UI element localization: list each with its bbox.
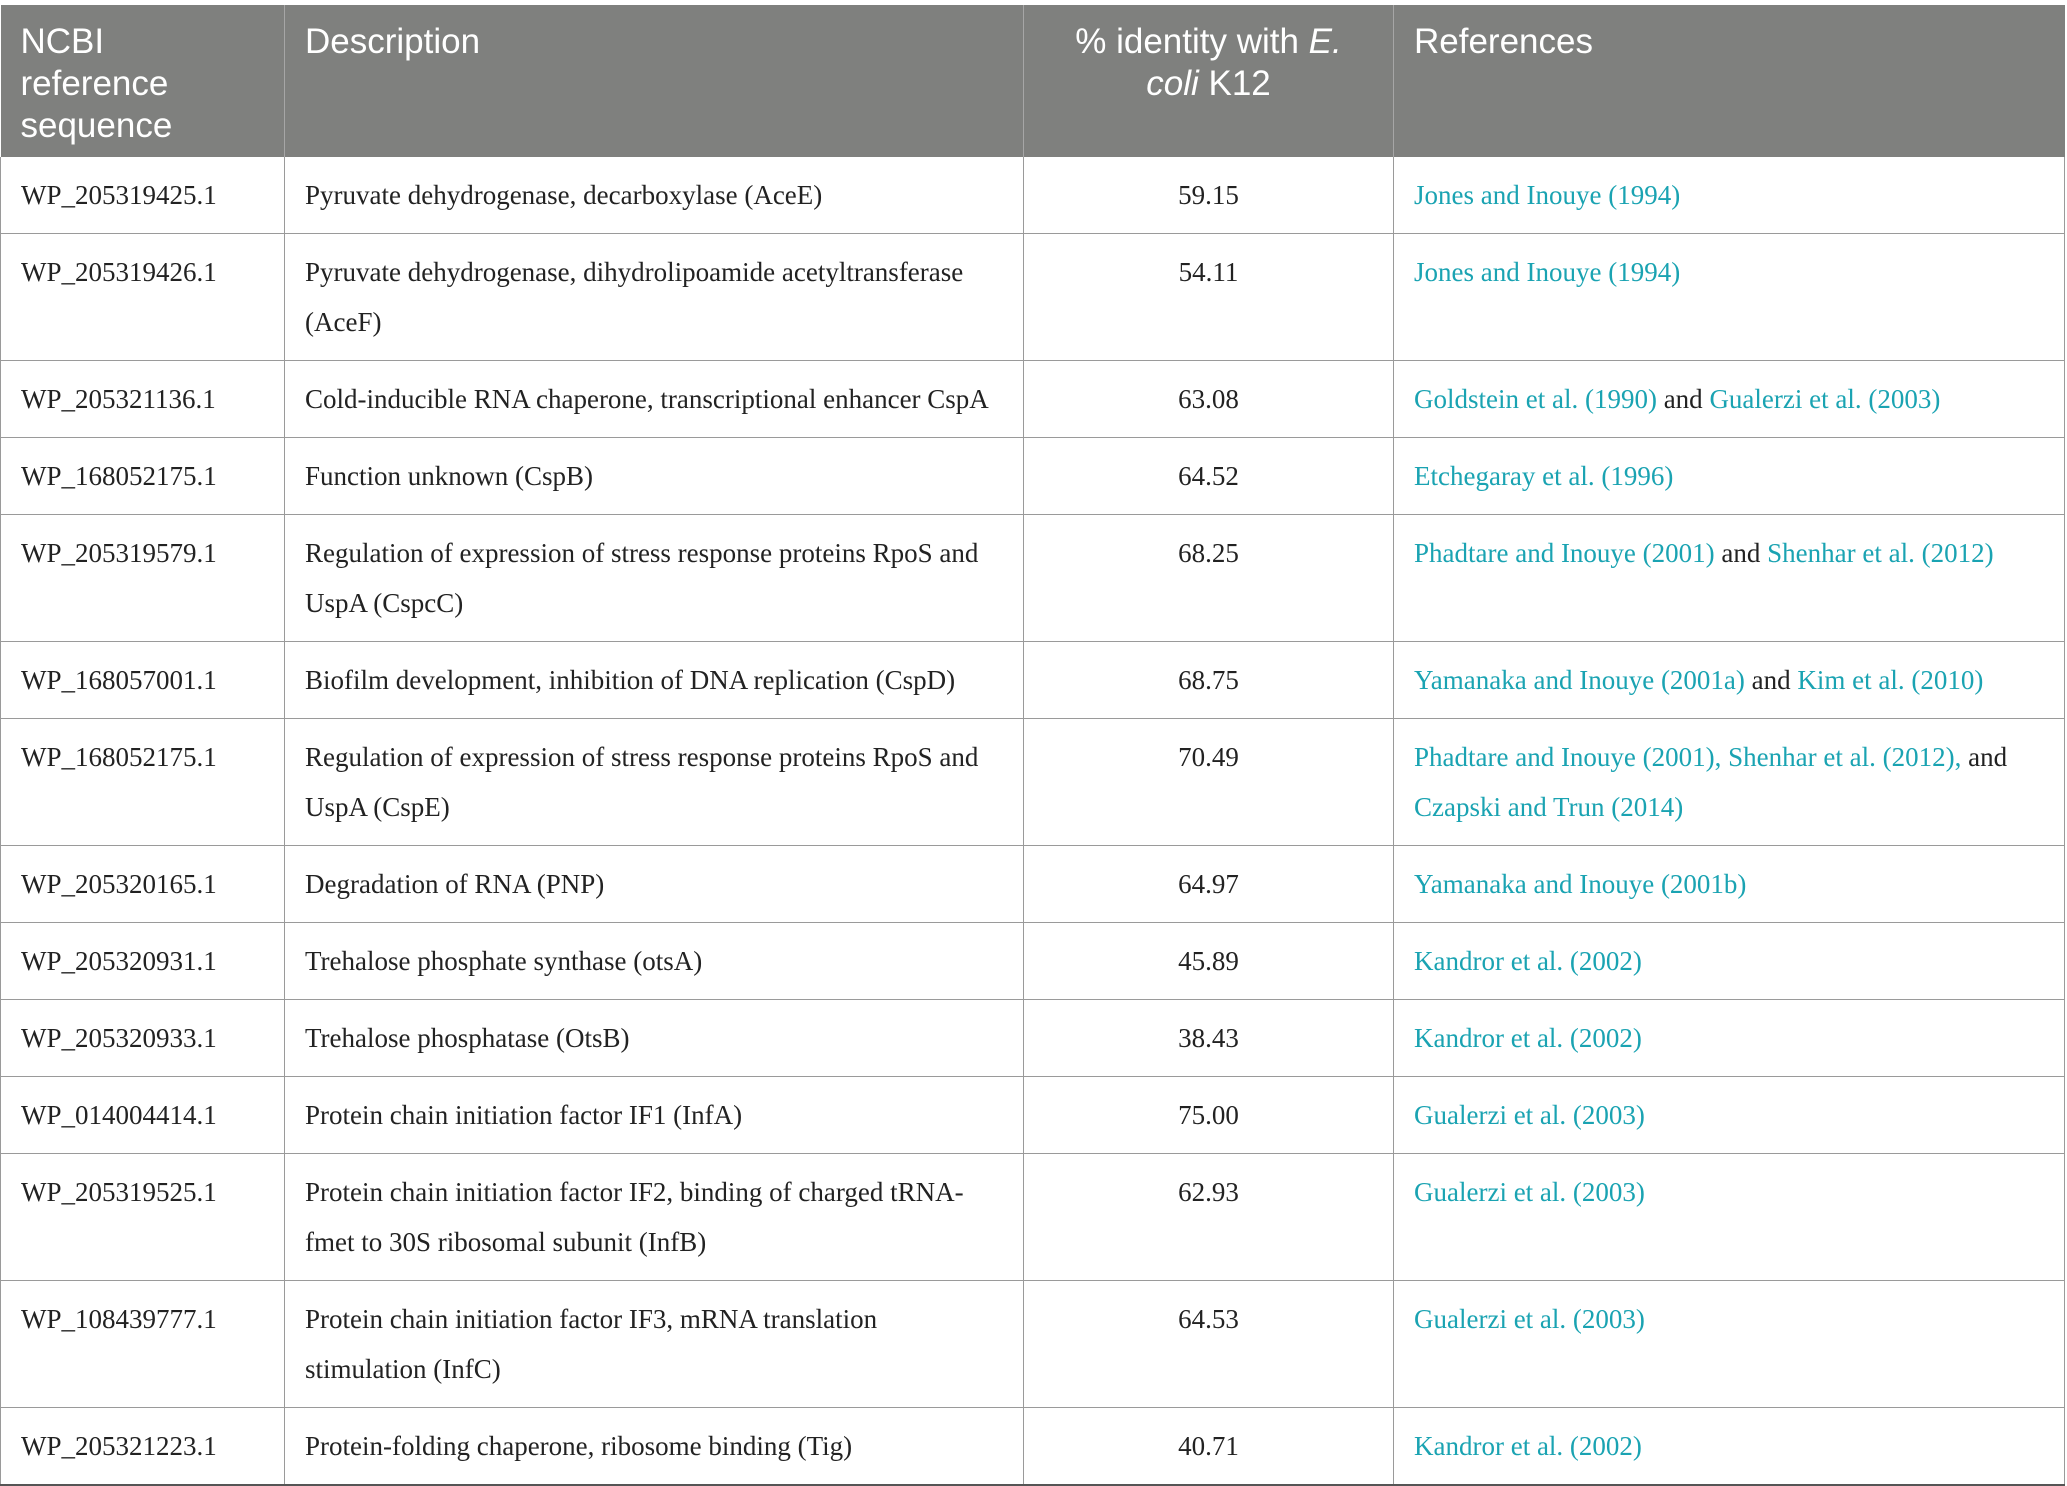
ncbi-id-cell: WP_014004414.1 bbox=[1, 1077, 285, 1154]
description-cell: Trehalose phosphatase (OtsB) bbox=[285, 1000, 1024, 1077]
reference-link[interactable]: Yamanaka and Inouye (2001a) bbox=[1414, 665, 1745, 695]
header-ncbi-reference-sequence: NCBI reference sequence bbox=[1, 5, 285, 157]
table-row bbox=[1, 234, 2065, 361]
ncbi-id-cell: WP_108439777.1 bbox=[1, 1281, 285, 1408]
table-header bbox=[1, 5, 2065, 157]
table-row bbox=[1, 1000, 2065, 1077]
identity-cell: 64.52 bbox=[1024, 438, 1394, 515]
description-cell: Cold-inducible RNA chaperone, transcriptional enhancer CspA bbox=[285, 361, 1024, 438]
identity-cell: 64.53 bbox=[1024, 1281, 1394, 1408]
description-cell: Pyruvate dehydrogenase, decarboxylase (AceE) bbox=[285, 157, 1024, 234]
references-cell bbox=[1394, 515, 2065, 642]
references-cell bbox=[1394, 1000, 2065, 1077]
identity-cell: 54.11 bbox=[1024, 234, 1394, 361]
reference-link[interactable]: Goldstein et al. (1990) bbox=[1414, 384, 1657, 414]
identity-cell: 64.97 bbox=[1024, 846, 1394, 923]
header-percent-identity bbox=[1024, 5, 1394, 157]
description-cell: Regulation of expression of stress response proteins RpoS and UspA (CspcC) bbox=[285, 515, 1024, 642]
description-cell: Biofilm development, inhibition of DNA replication (CspD) bbox=[285, 642, 1024, 719]
table-row bbox=[1, 1154, 2065, 1281]
header-identity-prefix: % identity with bbox=[1075, 22, 1309, 61]
table-row bbox=[1, 1077, 2065, 1154]
identity-cell: 68.25 bbox=[1024, 515, 1394, 642]
table-row bbox=[1, 361, 2065, 438]
reference-link[interactable]: Yamanaka and Inouye (2001b) bbox=[1414, 869, 1747, 899]
identity-cell: 45.89 bbox=[1024, 923, 1394, 1000]
reference-link[interactable]: Phadtare and Inouye (2001) bbox=[1414, 538, 1715, 568]
identity-cell: 59.15 bbox=[1024, 157, 1394, 234]
ncbi-id-cell: WP_205319579.1 bbox=[1, 515, 285, 642]
reference-link[interactable]: Gualerzi et al. (2003) bbox=[1414, 1100, 1645, 1130]
header-references: References bbox=[1394, 5, 2065, 157]
table-row bbox=[1, 1281, 2065, 1408]
reference-link[interactable]: Kandror et al. (2002) bbox=[1414, 1023, 1642, 1053]
identity-cell: 75.00 bbox=[1024, 1077, 1394, 1154]
ncbi-id-cell: WP_205319525.1 bbox=[1, 1154, 285, 1281]
references-cell bbox=[1394, 361, 2065, 438]
ncbi-id-cell: WP_205320933.1 bbox=[1, 1000, 285, 1077]
header-identity-species: E. coli bbox=[1146, 22, 1342, 103]
reference-link[interactable]: Kandror et al. (2002) bbox=[1414, 1431, 1642, 1461]
ncbi-id-cell: WP_168052175.1 bbox=[1, 719, 285, 846]
header-identity-suffix: K12 bbox=[1198, 64, 1271, 103]
references-cell bbox=[1394, 1077, 2065, 1154]
description-cell: Degradation of RNA (PNP) bbox=[285, 846, 1024, 923]
description-cell: Protein chain initiation factor IF2, binding of charged tRNA-fmet to 30S ribosomal subunit (InfB) bbox=[285, 1154, 1024, 1281]
ncbi-id-cell: WP_168052175.1 bbox=[1, 438, 285, 515]
description-cell: Regulation of expression of stress response proteins RpoS and UspA (CspE) bbox=[285, 719, 1024, 846]
ncbi-id-cell: WP_205319426.1 bbox=[1, 234, 285, 361]
references-cell bbox=[1394, 642, 2065, 719]
table-row bbox=[1, 1408, 2065, 1486]
references-cell bbox=[1394, 923, 2065, 1000]
reference-link[interactable]: Kandror et al. (2002) bbox=[1414, 946, 1642, 976]
references-cell bbox=[1394, 1408, 2065, 1486]
table-row bbox=[1, 642, 2065, 719]
identity-cell: 70.49 bbox=[1024, 719, 1394, 846]
ncbi-id-cell: WP_205320165.1 bbox=[1, 846, 285, 923]
description-cell: Protein chain initiation factor IF1 (InfA) bbox=[285, 1077, 1024, 1154]
description-cell: Protein-folding chaperone, ribosome binding (Tig) bbox=[285, 1408, 1024, 1486]
references-cell bbox=[1394, 846, 2065, 923]
reference-separator: and bbox=[1714, 538, 1768, 568]
references-cell bbox=[1394, 719, 2065, 846]
reference-link[interactable]: Jones and Inouye (1994) bbox=[1414, 180, 1681, 210]
identity-cell: 38.43 bbox=[1024, 1000, 1394, 1077]
table-row bbox=[1, 515, 2065, 642]
table-row bbox=[1, 923, 2065, 1000]
ncbi-id-cell: WP_205321223.1 bbox=[1, 1408, 285, 1486]
references-cell bbox=[1394, 234, 2065, 361]
header-description: Description bbox=[285, 5, 1024, 157]
table-row bbox=[1, 157, 2065, 234]
reference-link[interactable]: Gualerzi et al. (2003) bbox=[1709, 384, 1941, 414]
description-cell: Function unknown (CspB) bbox=[285, 438, 1024, 515]
ncbi-id-cell: WP_205320931.1 bbox=[1, 923, 285, 1000]
reference-link[interactable]: Jones and Inouye (1994) bbox=[1414, 257, 1681, 287]
reference-link[interactable]: Gualerzi et al. (2003) bbox=[1414, 1177, 1645, 1207]
reference-separator: and bbox=[1961, 742, 2008, 772]
description-cell: Protein chain initiation factor IF3, mRNA translation stimulation (InfC) bbox=[285, 1281, 1024, 1408]
references-cell bbox=[1394, 157, 2065, 234]
table-row bbox=[1, 438, 2065, 515]
ncbi-id-cell: WP_205321136.1 bbox=[1, 361, 285, 438]
reference-link[interactable]: Phadtare and Inouye (2001), Shenhar et al. (2012), bbox=[1414, 742, 1962, 772]
ncbi-id-cell: WP_168057001.1 bbox=[1, 642, 285, 719]
identity-cell: 68.75 bbox=[1024, 642, 1394, 719]
reference-separator: and bbox=[1744, 665, 1798, 695]
header-row bbox=[1, 5, 2065, 157]
reference-separator: and bbox=[1656, 384, 1710, 414]
references-cell bbox=[1394, 438, 2065, 515]
identity-cell: 63.08 bbox=[1024, 361, 1394, 438]
identity-cell: 40.71 bbox=[1024, 1408, 1394, 1486]
references-cell bbox=[1394, 1281, 2065, 1408]
table-row bbox=[1, 846, 2065, 923]
description-cell: Pyruvate dehydrogenase, dihydrolipoamide acetyltransferase (AceF) bbox=[285, 234, 1024, 361]
reference-link[interactable]: Shenhar et al. (2012) bbox=[1767, 538, 1994, 568]
data-table bbox=[0, 5, 2065, 1486]
reference-link[interactable]: Kim et al. (2010) bbox=[1797, 665, 1984, 695]
description-cell: Trehalose phosphate synthase (otsA) bbox=[285, 923, 1024, 1000]
ncbi-id-cell: WP_205319425.1 bbox=[1, 157, 285, 234]
identity-cell: 62.93 bbox=[1024, 1154, 1394, 1281]
table-body bbox=[1, 157, 2065, 1485]
reference-link[interactable]: Gualerzi et al. (2003) bbox=[1414, 1304, 1645, 1334]
references-cell bbox=[1394, 1154, 2065, 1281]
reference-link[interactable]: Czapski and Trun (2014) bbox=[1414, 792, 1684, 822]
table-row bbox=[1, 719, 2065, 846]
reference-link[interactable]: Etchegaray et al. (1996) bbox=[1414, 461, 1674, 491]
